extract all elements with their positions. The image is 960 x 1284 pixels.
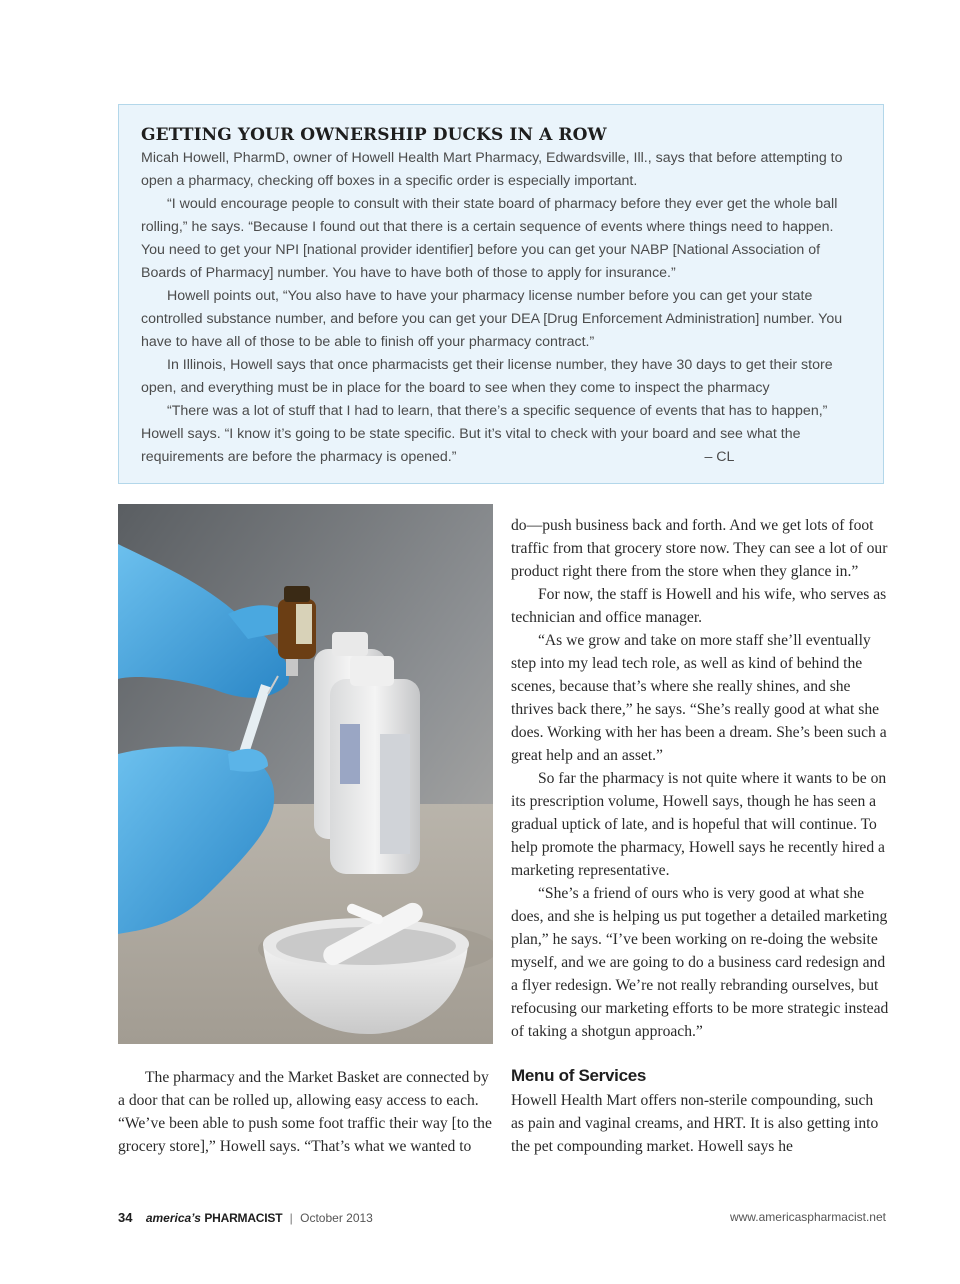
right-column-paragraph: So far the pharmacy is not quite where it wants to be on its prescription volume, Howell says, though he has seen a gradual uptick of late, and is hopeful that will continue. To help promote the pharmacy, Howell says he recently hired a marketing representative. xyxy=(511,770,887,879)
magazine-name: PHARMACIST xyxy=(204,1211,283,1225)
page-number: 34 xyxy=(118,1210,133,1225)
right-column-paragraph: do—push business back and forth. And we get lots of foot traffic from that grocery store now. They can see a lot of our product right there from the store when they glance in.” xyxy=(511,517,888,580)
sidebar-signature: – CL xyxy=(704,449,735,465)
bottle-front xyxy=(330,656,420,874)
sidebar-last-paragraph xyxy=(141,400,861,469)
sidebar-paragraph: “I would encourage people to consult with their state board of pharmacy before they ever get the whole ball rolling,” he says. “Because I found out that there is a certain sequence of events where things need to happen. You need to get your NPI [national provider identifier] before you can get your NABP [National Association of Boards of Pharmacy] number. You have to have both of those to apply for insurance.” xyxy=(141,196,838,281)
footer-separator: | xyxy=(289,1211,293,1225)
right-column-paragraph: “As we grow and take on more staff she’ll eventually step into my lead tech role, as well as kind of behind the scenes, because that’s where she really shines, and she thrives back there,” he says. “She’s really good at what she does. Working with her has been a dream. She’s been such a great help and an asset.” xyxy=(511,632,887,764)
sidebar-box xyxy=(118,104,884,484)
section-heading: Menu of Services xyxy=(511,1066,647,1085)
right-column xyxy=(511,514,889,1043)
page-footer xyxy=(118,1210,886,1226)
sidebar-paragraph: Micah Howell, PharmD, owner of Howell Health Mart Pharmacy, Edwardsville, Ill., says that before attempting to open a pharmacy, checking off boxes in a specific order is especially important. xyxy=(141,150,843,189)
magazine-prefix: america’s xyxy=(145,1211,201,1225)
sidebar-body xyxy=(141,147,861,469)
right-column-paragraph: “She’s a friend of ours who is very good at what she does, and she is helping us put together a detailed marketing plan,” he says. “I’ve been working on re-doing the website myself, and we are going to do a business card redesign and a flyer redesign. We’re not really rebranding ourselves, but refocusing our marketing efforts to be more strategic instead of taking a shotgun approach.” xyxy=(511,885,889,1040)
sidebar-paragraph: “There was a lot of stuff that I had to learn, that there’s a specific sequence of events that has to happen,” Howell says. “I know it’s going to be state specific. But it’s vital to check with your board and see what the requirements are before the pharmacy is opened.” xyxy=(141,403,828,465)
right-column-paragraph: For now, the staff is Howell and his wife, who serves as technician and office manager. xyxy=(511,586,887,626)
issue-date: October 2013 xyxy=(300,1211,373,1225)
sidebar-paragraph: Howell points out, “You also have to have your pharmacy license number before you can get your state controlled substance number, and before you can get your DEA [Drug Enforcement Administration] number. You have to have all of those to be able to finish off your pharmacy contract.” xyxy=(141,288,843,350)
sidebar-paragraph: In Illinois, Howell says that once pharmacists get their license number, they have 30 days to get their store open, and everything must be in place for the board to see when they come to inspect the pharmacy xyxy=(141,357,833,396)
left-column xyxy=(118,1066,494,1158)
left-column-paragraph: The pharmacy and the Market Basket are connected by a door that can be rolled up, allowing easy access to each. “We’ve been able to push some foot traffic their way [to the grocery store],” Howell says. “That’s what we wanted to xyxy=(118,1069,492,1155)
section-paragraph: Howell Health Mart offers non-sterile compounding, such as pain and vaginal creams, and HRT. It is also getting into the pet compounding market. Howell says he xyxy=(511,1092,879,1155)
menu-of-services-section xyxy=(511,1064,889,1158)
sidebar-title: GETTING YOUR OWNERSHIP DUCKS IN A ROW xyxy=(141,125,607,145)
website-link[interactable]: www.americaspharmacist.net xyxy=(729,1210,886,1224)
pharmacy-compounding-photo xyxy=(118,504,493,1044)
